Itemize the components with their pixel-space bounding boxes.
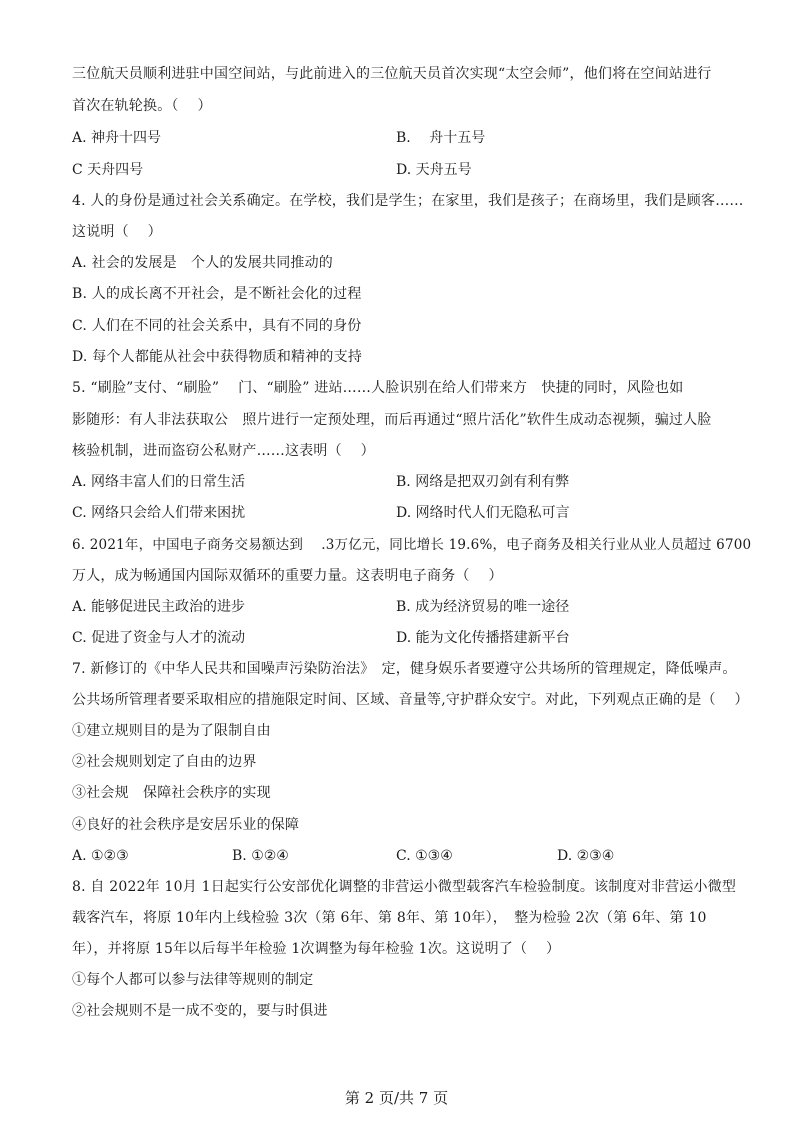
q4-stem-line2: 这说明（ ）	[72, 224, 162, 240]
q3-option-a: A. 神舟十四号	[72, 130, 162, 146]
q6-option-c: C. 促进了资金与人才的流动	[72, 630, 246, 646]
q5-stem-line3: 核验机制，进而盗窃公私财产……这表明（ ）	[72, 443, 375, 459]
q4-option-a: A. 社会的发展是 个人的发展共同推动的	[72, 255, 334, 271]
q3-option-b: B. 舟十五号	[396, 130, 486, 146]
q5-option-a: A. 网络丰富人们的日常生活	[72, 474, 246, 490]
q6-option-a: A. 能够促进民主政治的进步	[72, 599, 246, 615]
q5-stem-line1: 5. “刷脸”支付、“刷脸” 门、“刷脸” 进站……人脸识别在给人们带来方 快捷的同时，风险也如	[72, 380, 684, 396]
q6-stem-line2: 万人，成为畅通国内国际双循环的重要力量。这表明电子商务（ ）	[72, 568, 503, 584]
q7-option-d: D. ②③④	[557, 848, 615, 864]
q3-stem-line2: 首次在轨轮换。（ ）	[72, 98, 212, 114]
q4-stem-line1: 4. 人的身份是通过社会关系确定。在学校，我们是学生；在家里，我们是孩子；在商场里，我们是顾客……	[72, 193, 744, 209]
q7-option-b: B. ①②④	[232, 848, 289, 864]
q8-stem-line2: 载客汽车，将原 10年内上线检验 3次（第 6年、第 8年、第 10年）， 整为检验 2次（第 6年、第 10	[72, 910, 707, 926]
q8-stem-line1: 8. 自 2022年 10月 1日起实行公安部优化调整的非营运小微型载客汽车检验制度。该制度对非营运小微型	[72, 879, 737, 895]
q4-option-b: B. 人的成长离不开社会，是不断社会化的过程	[72, 286, 362, 302]
q7-item-2: ②社会规则划定了自由的边界	[72, 754, 257, 770]
q3-option-c: C 天舟四号	[72, 162, 144, 178]
q7-stem-line2: 公共场所管理者要采取相应的措施限定时间、区域、音量等,守护群众安宁。对此，下列观点正确的是（ ）	[72, 692, 749, 708]
q7-option-a: A. ①②③	[72, 848, 129, 864]
q6-option-d: D. 能为文化传播搭建新平台	[396, 630, 570, 646]
q3-stem-line1: 三位航天员顺利进驻中国空间站，与此前进入的三位航天员首次实现“太空会师”，他们将在空间站进行	[72, 66, 712, 82]
page-number: 第 2 页/共 7 页	[344, 1089, 449, 1107]
q4-option-c: C. 人们在不同的社会关系中，具有不同的身份	[72, 318, 362, 334]
q5-option-b: B. 网络是把双刃剑有利有弊	[396, 474, 570, 490]
q8-stem-line3: 年），并将原 15年以后每半年检验 1次调整为每年检验 1次。这说明了（ ）	[72, 941, 561, 957]
q7-stem-line1: 7. 新修订的《中华人民共和国噪声污染防治法》 定，健身娱乐者要遵守公共场所的管理规定，降低噪声。	[72, 661, 737, 677]
q5-option-c: C. 网络只会给人们带来困扰	[72, 505, 246, 521]
q5-stem-line2: 影随形：有人非法获取公 照片进行一定预处理，而后再通过“照片活化”软件生成动态视频，骗过人脸	[72, 412, 712, 428]
q8-item-1: ①每个人都可以参与法律等规则的制定	[72, 972, 314, 988]
q3-option-d: D. 天舟五号	[396, 162, 472, 178]
q5-option-d: D. 网络时代人们无隐私可言	[396, 505, 570, 521]
q7-item-1: ①建立规则目的是为了限制自由	[72, 723, 271, 739]
q4-option-d: D. 每个人都能从社会中获得物质和精神的支持	[72, 349, 363, 365]
q6-stem-line1: 6. 2021年，中国电子商务交易额达到 .3万亿元，同比增长 19.6%，电子商务及相关行业从业人员超过 6700	[72, 537, 752, 553]
q7-item-3: ③社会规 保障社会秩序的实现	[72, 785, 271, 801]
q7-item-4: ④良好的社会秩序是安居乐业的保障	[72, 817, 300, 833]
q6-option-b: B. 成为经济贸易的唯一途径	[396, 599, 570, 615]
q7-option-c: C. ①③④	[396, 848, 453, 864]
q8-item-2: ②社会规则不是一成不变的，要与时俱进	[72, 1003, 328, 1019]
